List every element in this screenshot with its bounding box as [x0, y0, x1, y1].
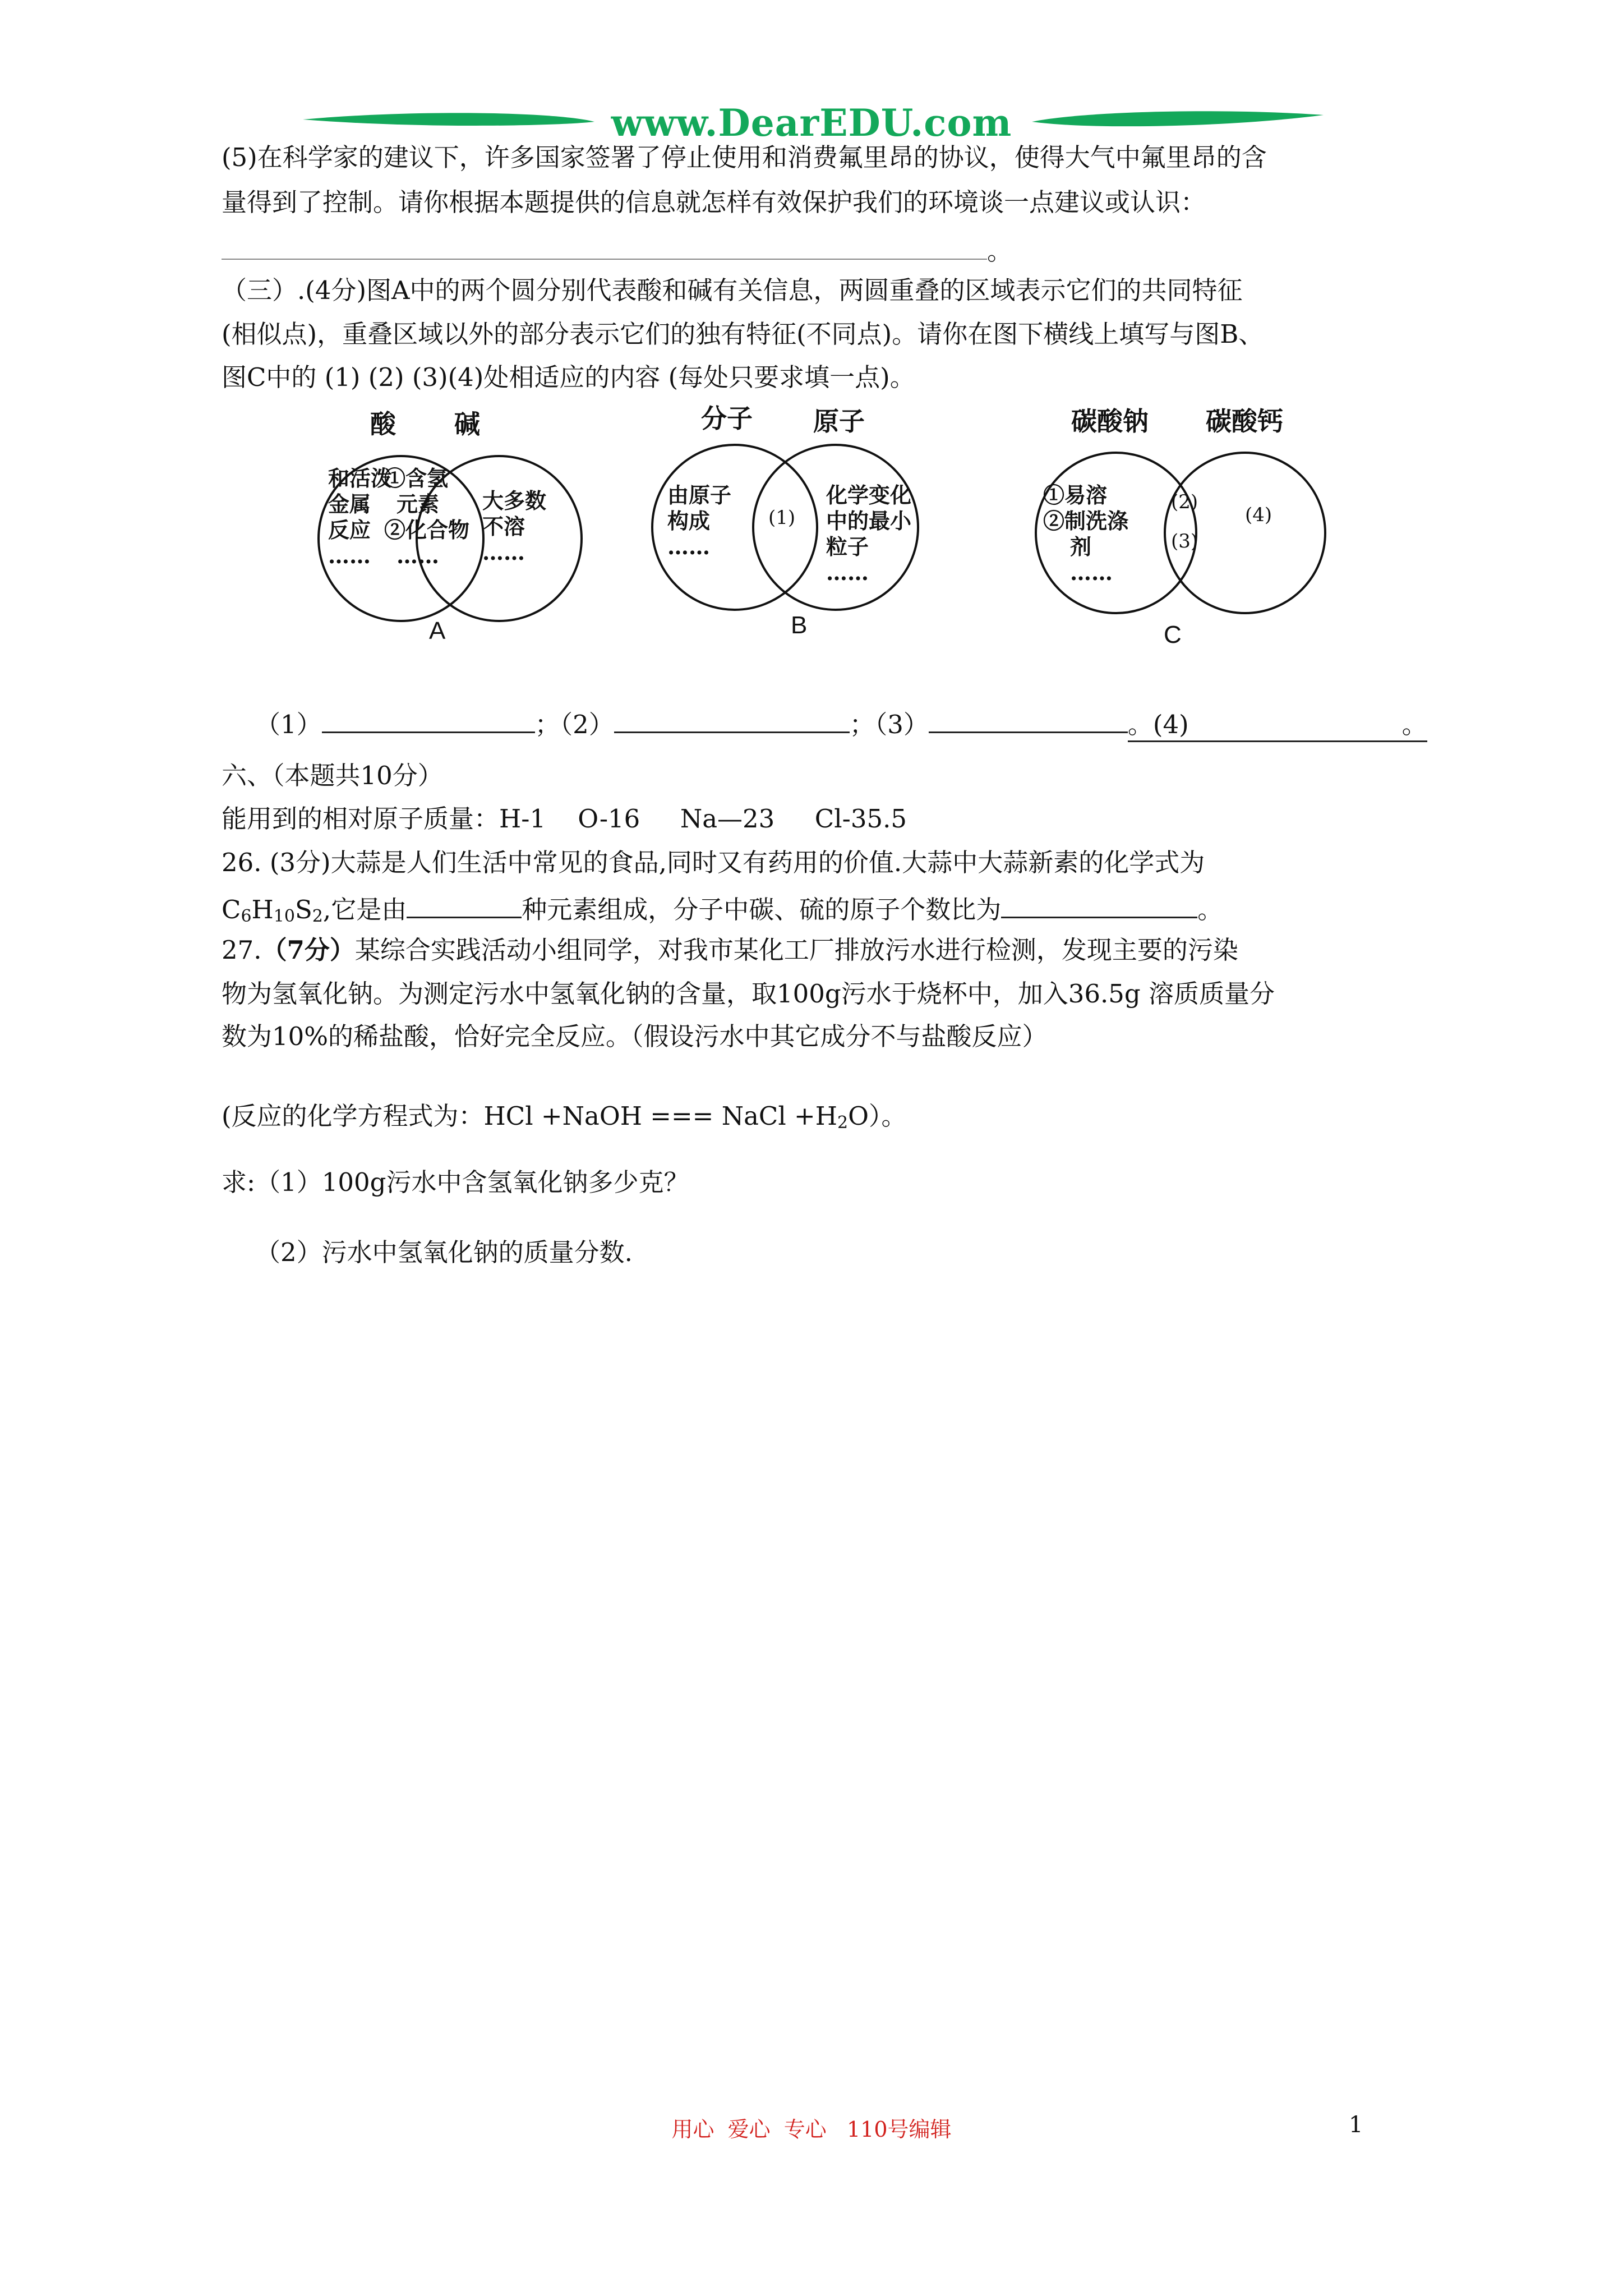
- q27-ask-1: 求:（1）100g污水中含氢氧化钠多少克？: [222, 1167, 689, 1197]
- venn-b-right-text: 化学变化 中的最小 粒子 ……: [826, 482, 912, 585]
- site-logo-text: www.DearEDU.com: [611, 101, 1012, 145]
- q27-line1: [222, 935, 1238, 966]
- answer-end: 。: [1401, 710, 1427, 739]
- q26-end: 。: [1197, 895, 1223, 924]
- venn-a-right-title: 碱: [454, 409, 480, 439]
- q27-points: （7分）: [261, 935, 355, 965]
- venn-a-left-text: 和活泼 金属 反应 ……: [328, 466, 393, 568]
- answer-1-label: （1）: [255, 710, 322, 739]
- venn-b-label: B: [791, 611, 808, 639]
- q27-ask-2: （2）污水中氢氧化钠的质量分数.: [255, 1237, 633, 1267]
- venn-a-right-text: 大多数 不溶 ……: [482, 488, 547, 565]
- q5-line1: (5)在科学家的建议下，许多国家签署了停止使用和消费氟里昂的协议，使得大气中氟里昂的含: [222, 142, 1267, 172]
- venn-diagram-c: [1026, 401, 1340, 659]
- venn-a-overlap-text: ①含氢 元素 ②化合物 ……: [384, 466, 470, 568]
- venn-a-label: A: [429, 617, 446, 645]
- answer-2-blank[interactable]: [614, 706, 850, 733]
- venn-c-left-title: 碳酸钠: [1071, 406, 1149, 436]
- page-number: 1: [1349, 2112, 1363, 2138]
- atomic-masses: 能用到的相对原子质量：H-1 O-16 Na—23 Cl-35.5: [222, 804, 907, 834]
- q26-blank-2[interactable]: [1001, 891, 1197, 918]
- reaction-equation: (反应的化学方程式为：HCl +NaOH === NaCl $+H_2O$）。: [222, 1101, 907, 1133]
- venn-b-left-text: 由原子 构成 ……: [667, 482, 732, 559]
- part3-line1: （三）.(4分)图A中的两个圆分别代表酸和碱有关信息，两圆重叠的区域表示它们的共同特征: [222, 275, 1243, 305]
- q5-line2: 量得到了控制。请你根据本题提供的信息就怎样有效保护我们的环境谈一点建议或认识：: [222, 187, 1206, 217]
- venn-c-overlap-text: (2) (3): [1171, 491, 1198, 553]
- venn-diagram-a: [314, 404, 594, 651]
- allicin-formula: $C_6H_{10}S_2$: [222, 895, 323, 926]
- answer-4-label: 。(4): [1127, 710, 1189, 739]
- answer-blanks-row: [255, 706, 1427, 742]
- q5-blank[interactable]: [222, 233, 987, 260]
- venn-diagram-b: [642, 398, 934, 645]
- footer-slogan: 用心 爱心 专心 110号编辑: [671, 2117, 952, 2142]
- part3-line2: (相似点)，重叠区域以外的部分表示它们的独有特征(不同点)。请你在图下横线上填写与图B、: [222, 319, 1264, 349]
- part3-line3: 图C中的 (1) (2) (3)(4)处相适应的内容 (每处只要求填一点)。: [222, 362, 915, 392]
- venn-c-left-text: ①易溶 ②制洗涤 剂 ……: [1043, 482, 1129, 585]
- q27-number: 27.: [222, 935, 262, 965]
- answer-2-label: ；（2）: [534, 710, 614, 739]
- q26-line1: 26. (3分)大蒜是人们生活中常见的食品,同时又有药用的价值.大蒜中大蒜新素的化学式为: [222, 848, 1205, 877]
- q26-mid2: 种元素组成，分子中碳、硫的原子个数比为: [522, 895, 1002, 924]
- q26-blank-1[interactable]: [407, 891, 522, 918]
- answer-3-blank[interactable]: [929, 706, 1128, 733]
- q26-line2: [222, 891, 1223, 932]
- q5-end: 。: [987, 236, 1013, 266]
- q5-answer-line: [222, 233, 1012, 267]
- venn-b-right-title: 原子: [813, 406, 865, 436]
- q27-line1-text: 某综合实践活动小组同学，对我市某化工厂排放污水进行检测，发现主要的污染: [354, 935, 1238, 965]
- section6-title: 六、（本题共10分）: [222, 761, 443, 790]
- venn-c-label: C: [1164, 621, 1182, 648]
- q27-line3: 数为10%的稀盐酸，恰好完全反应。（假设污水中其它成分不与盐酸反应）: [222, 1022, 1048, 1051]
- venn-b-overlap-text: (1): [768, 507, 796, 529]
- venn-c-right-text: (4): [1245, 504, 1272, 526]
- q26-mid: ,它是由: [322, 895, 407, 924]
- q27-line2: 物为氢氧化钠。为测定污水中氢氧化钠的含量，取100g污水于烧杯中，加入36.5g 溶质质量分: [222, 979, 1275, 1009]
- venn-c-right-title: 碳酸钙: [1206, 406, 1283, 436]
- venn-a-left-title: 酸: [370, 409, 396, 439]
- venn-b-left-title: 分子: [701, 403, 753, 434]
- answer-1-blank[interactable]: [322, 706, 535, 733]
- answer-3-label: ；（3）: [849, 710, 929, 739]
